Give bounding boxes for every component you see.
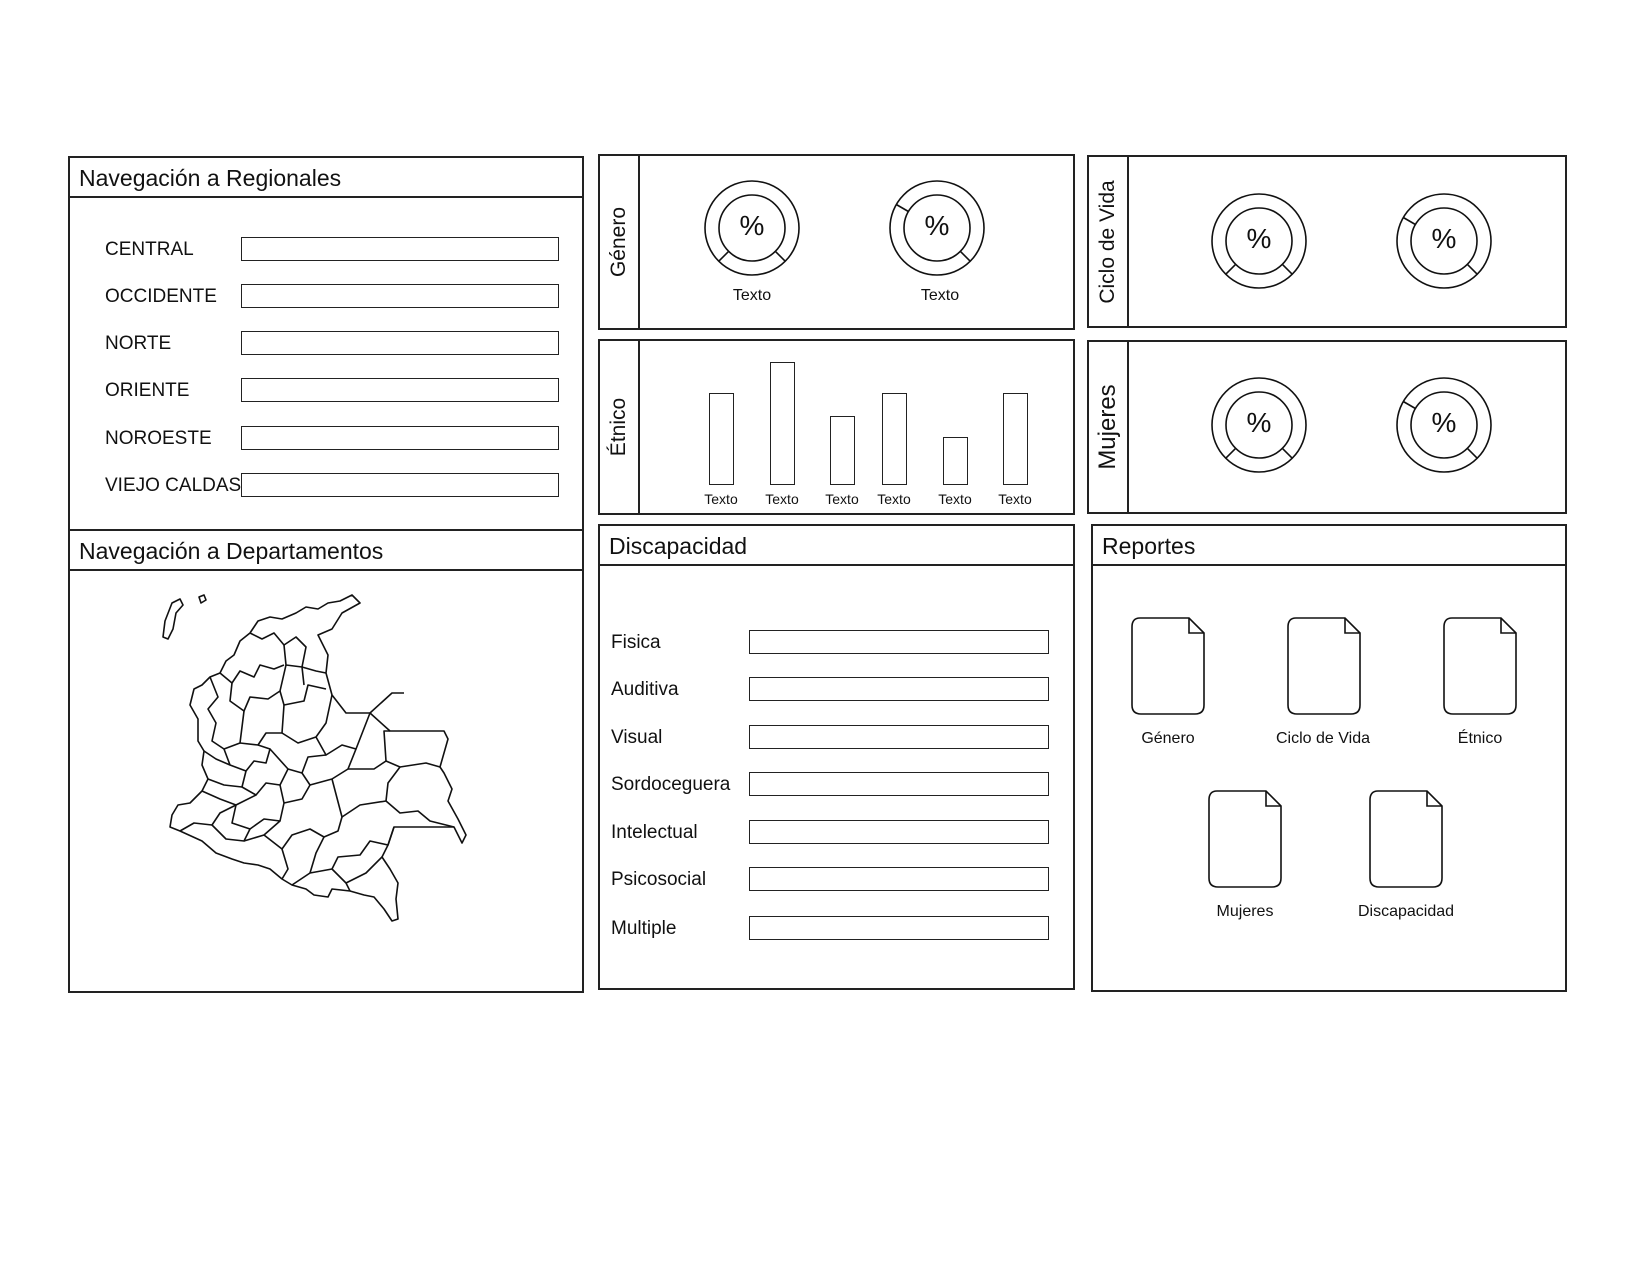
discapacidad-row-auditiva (611, 677, 1067, 703)
ciclo-de-vida-label-bar (1089, 157, 1129, 326)
discapacidad-title: Discapacidad (600, 526, 1073, 566)
regional-input-occidente[interactable] (241, 284, 559, 308)
discapacidad-panel (598, 524, 1075, 990)
regionales-panel (68, 156, 584, 531)
genero-donut-2-symbol: % (924, 210, 950, 241)
department-border (180, 805, 236, 831)
regional-input-viejo-caldas[interactable] (241, 473, 559, 497)
department-border (284, 773, 310, 803)
discapacidad-label: Psicosocial (611, 869, 707, 890)
discapacidad-row-intelectual (611, 820, 1067, 846)
regional-label: CENTRAL (105, 239, 194, 260)
mujeres-label-bar (1089, 342, 1129, 512)
report-label-etnico: Étnico (1457, 730, 1503, 747)
report-label-mujeres: Mujeres (1216, 903, 1274, 920)
mujeres-donut-2[interactable] (1396, 377, 1492, 473)
document-icon[interactable] (1131, 617, 1205, 715)
discapacidad-row-multiple (611, 916, 1067, 942)
genero-donut-1-symbol: % (739, 210, 765, 241)
discapacidad-row-visual (611, 725, 1067, 751)
genero-donut-1-label: Texto (732, 287, 772, 304)
department-border (316, 713, 370, 755)
regional-row-central (105, 237, 565, 263)
mujeres-title: Mujeres (1094, 384, 1121, 470)
discapacidad-input-auditiva[interactable] (749, 677, 1049, 701)
discapacidad-row-sordoceguera (611, 772, 1067, 798)
department-border (224, 745, 270, 771)
department-border (220, 665, 284, 683)
department-border (348, 761, 440, 769)
department-border (280, 685, 326, 705)
regional-row-viejo-caldas (105, 473, 565, 499)
reportes-panel (1091, 524, 1567, 992)
discapacidad-label: Sordoceguera (611, 774, 731, 795)
mujeres-panel (1087, 340, 1567, 514)
regionales-title: Navegación a Regionales (70, 158, 582, 198)
etnico-title: Étnico (607, 397, 630, 457)
department-border (208, 779, 242, 787)
department-border (284, 645, 304, 685)
department-border (230, 665, 286, 711)
document-icon[interactable] (1208, 790, 1282, 888)
department-border (282, 849, 288, 879)
departamentos-title: Navegación a Departamentos (70, 531, 582, 571)
discapacidad-row-psicosocial (611, 867, 1067, 893)
ciclo-de-vida-panel (1087, 155, 1567, 328)
genero-donut-2-label: Texto (920, 287, 960, 304)
etnico-bar-label: Texto (998, 491, 1032, 507)
ciclo-de-vida-donut-1-symbol: % (1246, 223, 1272, 254)
genero-label-bar (600, 156, 640, 328)
genero-donut-1[interactable] (704, 180, 800, 276)
regional-label: NORTE (105, 333, 172, 354)
department-border (370, 693, 404, 713)
departamentos-panel (68, 529, 584, 993)
regional-label: NOROESTE (105, 428, 212, 449)
etnico-bar-5[interactable] (943, 437, 968, 485)
document-icon[interactable] (1287, 617, 1361, 715)
regional-label: OCCIDENTE (105, 286, 217, 307)
department-border (310, 749, 356, 785)
etnico-label-bar (600, 341, 640, 513)
discapacidad-input-intelectual[interactable] (749, 820, 1049, 844)
etnico-bar-label: Texto (704, 491, 738, 507)
discapacidad-input-psicosocial[interactable] (749, 867, 1049, 891)
discapacidad-label: Auditiva (611, 679, 679, 700)
department-border (384, 731, 390, 761)
department-border (386, 767, 400, 801)
discapacidad-label: Fisica (611, 632, 661, 653)
discapacidad-input-multiple[interactable] (749, 916, 1049, 940)
mujeres-donut-2-symbol: % (1431, 407, 1457, 438)
document-icon[interactable] (1369, 790, 1443, 888)
discapacidad-row-fisica (611, 630, 1067, 656)
regional-row-occidente (105, 284, 565, 310)
department-border (346, 857, 382, 883)
discapacidad-input-fisica[interactable] (749, 630, 1049, 654)
department-border (282, 695, 332, 743)
department-border (288, 755, 326, 773)
department-border (208, 677, 244, 749)
genero-title: Género (607, 206, 630, 278)
ciclo-de-vida-title: Ciclo de Vida (1096, 179, 1119, 304)
discapacidad-label: Multiple (611, 918, 677, 939)
etnico-bar-3[interactable] (830, 416, 855, 485)
discapacidad-label: Visual (611, 727, 663, 748)
genero-donut-2[interactable] (889, 180, 985, 276)
reportes-title: Reportes (1093, 526, 1565, 566)
report-label-ciclo-de-vida: Ciclo de Vida (1276, 730, 1370, 747)
etnico-panel (598, 339, 1075, 515)
ciclo-de-vida-donut-2[interactable] (1396, 193, 1492, 289)
etnico-bar-label: Texto (765, 491, 799, 507)
mujeres-donut-1-symbol: % (1246, 407, 1272, 438)
etnico-bar-label: Texto (938, 491, 972, 507)
department-border (250, 633, 306, 667)
department-border (302, 667, 326, 673)
genero-panel (598, 154, 1075, 330)
regional-input-noroeste[interactable] (241, 426, 559, 450)
etnico-bar-1[interactable] (709, 393, 734, 485)
document-icon[interactable] (1443, 617, 1517, 715)
regional-label: ORIENTE (105, 380, 190, 401)
department-border (240, 705, 284, 745)
regional-input-norte[interactable] (241, 331, 559, 355)
etnico-bar-label: Texto (825, 491, 859, 507)
mujeres-donut-1[interactable] (1211, 377, 1307, 473)
island-providencia (199, 595, 206, 603)
regional-label: VIEJO CALDAS (105, 475, 242, 496)
department-border (342, 801, 454, 827)
report-label-genero: Género (1141, 730, 1195, 747)
department-border (332, 827, 394, 869)
department-border (310, 837, 324, 873)
etnico-bar-4[interactable] (882, 393, 907, 485)
regional-row-noroeste (105, 426, 565, 452)
colombia-map[interactable] (70, 573, 582, 993)
etnico-bar-6[interactable] (1003, 393, 1028, 485)
discapacidad-input-visual[interactable] (749, 725, 1049, 749)
discapacidad-input-sordoceguera[interactable] (749, 772, 1049, 796)
ciclo-de-vida-donut-1[interactable] (1211, 193, 1307, 289)
discapacidad-label: Intelectual (611, 822, 698, 843)
regional-input-central[interactable] (241, 237, 559, 261)
department-border (264, 779, 342, 849)
regional-input-oriente[interactable] (241, 378, 559, 402)
etnico-bar-label: Texto (877, 491, 911, 507)
ciclo-de-vida-donut-2-symbol: % (1431, 223, 1457, 254)
department-border (202, 791, 256, 805)
regional-row-norte (105, 331, 565, 357)
etnico-bar-2[interactable] (770, 362, 795, 485)
island-san-andres (163, 599, 183, 639)
regional-row-oriente (105, 378, 565, 404)
report-label-discapacidad: Discapacidad (1357, 903, 1455, 920)
